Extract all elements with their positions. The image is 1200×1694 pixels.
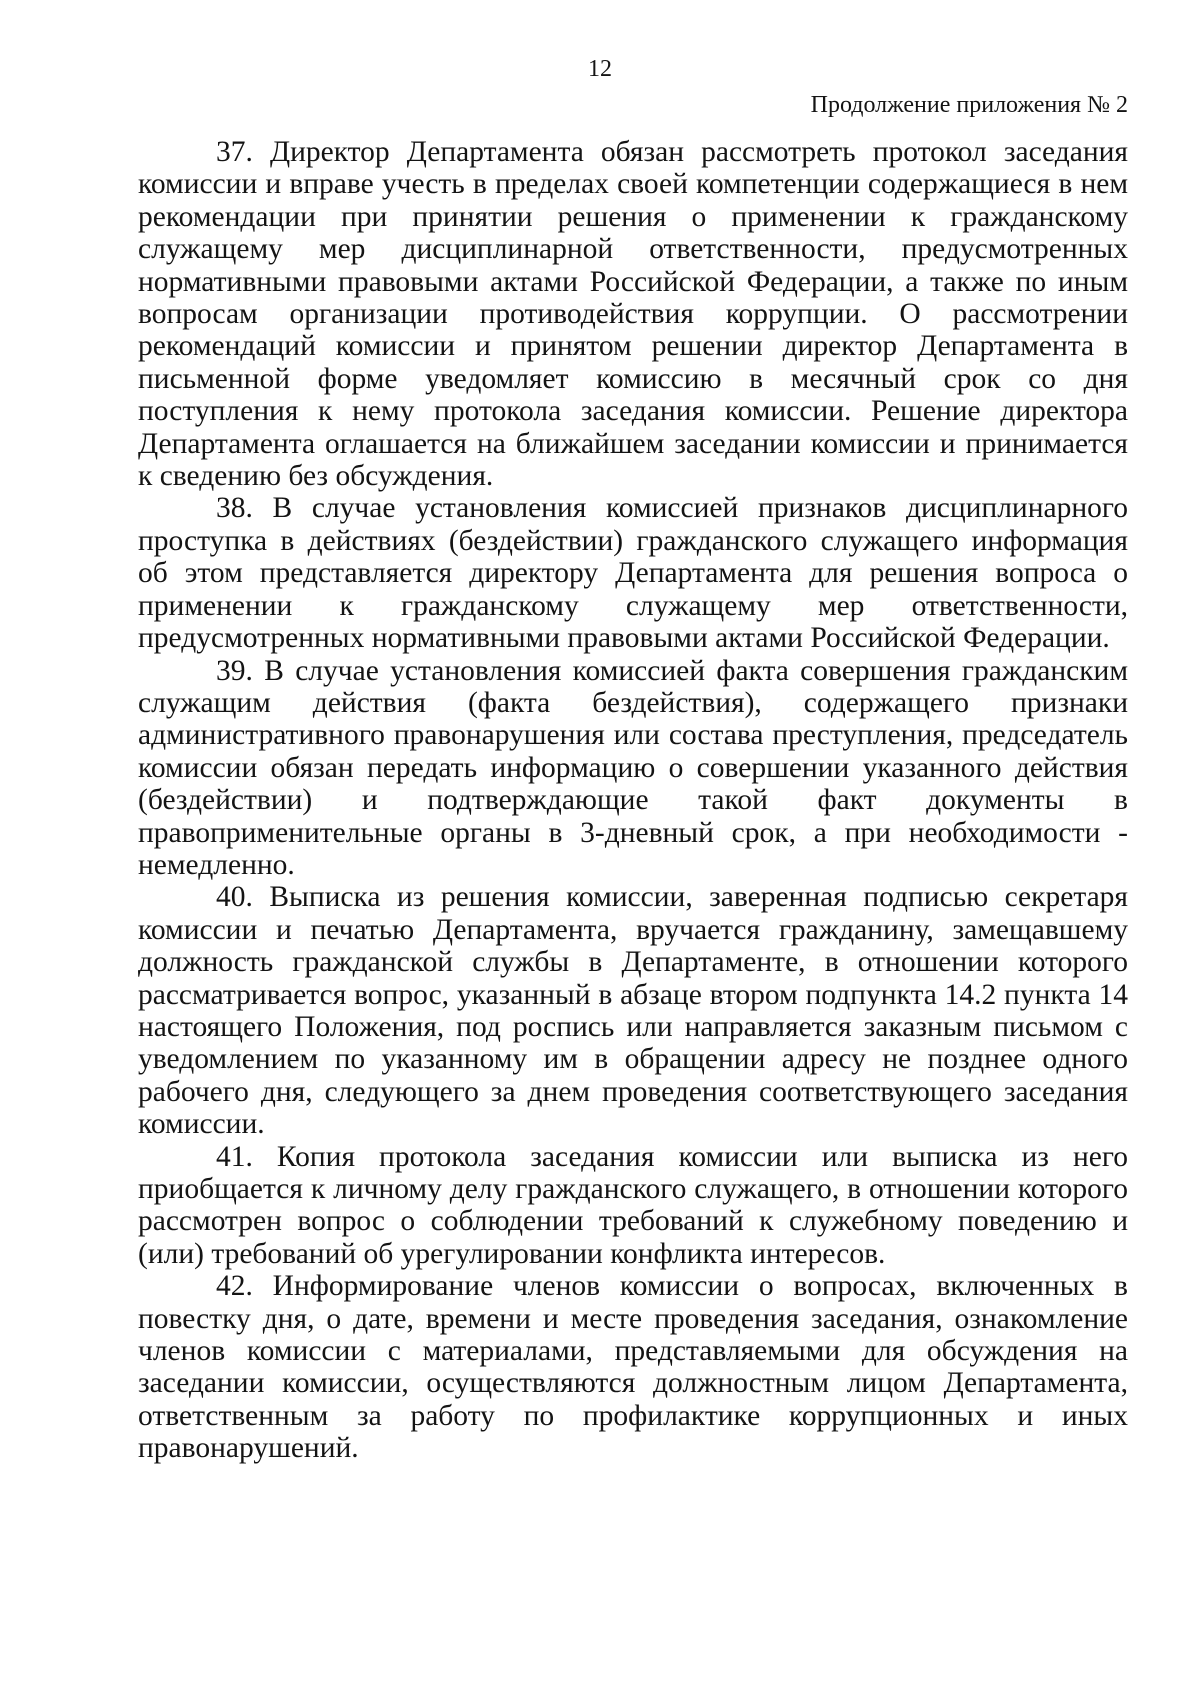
paragraph-41: 41. Копия протокола заседания комиссии или выписка из него приобщается к личному делу гражданского служащего, в отношении которого рассмотрен вопрос о соблюдении требований к служебному поведению и (или) требований об урегулировании конфликта интересов. (138, 1140, 1128, 1270)
paragraph-39: 39. В случае установления комиссией факта совершения гражданским служащим действия (факта бездействия), содержащего признаки административного правонарушения или состава преступления, председатель комиссии обязан передать информацию о совершении указанного действия (бездействии) и подтверждающие такой факт документы в правоприменительные органы в 3-дневный срок, а при необходимости - немедленно. (138, 654, 1128, 881)
document-body (138, 136, 1128, 1465)
paragraph-37: 37. Директор Департамента обязан рассмотреть протокол заседания комиссии и вправе учесть в пределах своей компетенции содержащиеся в нем рекомендации при принятии решения о применении к гражданскому служащему мер дисциплинарной ответственности, предусмотренных нормативными правовыми актами Российской Федерации, а также по иным вопросам организации противодействия коррупции. О рассмотрении рекомендаций комиссии и принятом решении директор Департамента в письменной форме уведомляет комиссию в месячный срок со дня поступления к нему протокола заседания комиссии. Решение директора Департамента оглашается на ближайшем заседании комиссии и принимается к сведению без обсуждения. (138, 136, 1128, 493)
paragraph-42: 42. Информирование членов комиссии о вопросах, включенных в повестку дня, о дате, времени и месте проведения заседания, ознакомление членов комиссии с материалами, представляемыми для обсуждения на заседании комиссии, осуществляются должностным лицом Департамента, ответственным за работу по профилактике коррупционных и иных правонарушений. (138, 1270, 1128, 1465)
paragraph-40: 40. Выписка из решения комиссии, заверенная подписью секретаря комиссии и печатью Департамента, вручается гражданину, замещавшему должность гражданской службы в Департаменте, в отношении которого рассматривается вопрос, указанный в абзаце втором подпункта 14.2 пункта 14 настоящего Положения, под роспись или направляется заказным письмом с уведомлением по указанному им в обращении адресу не позднее одного рабочего дня, следующего за днем проведения соответствующего заседания комиссии. (138, 881, 1128, 1141)
appendix-continuation-note: Продолжение приложения № 2 (810, 92, 1128, 118)
page-number: 12 (588, 56, 612, 82)
paragraph-38: 38. В случае установления комиссией признаков дисциплинарного проступка в действиях (бездействии) гражданского служащего информация об этом представляется директору Департамента для решения вопроса о применении к гражданскому служащему мер ответственности, предусмотренных нормативными правовыми актами Российской Федерации. (138, 492, 1128, 655)
